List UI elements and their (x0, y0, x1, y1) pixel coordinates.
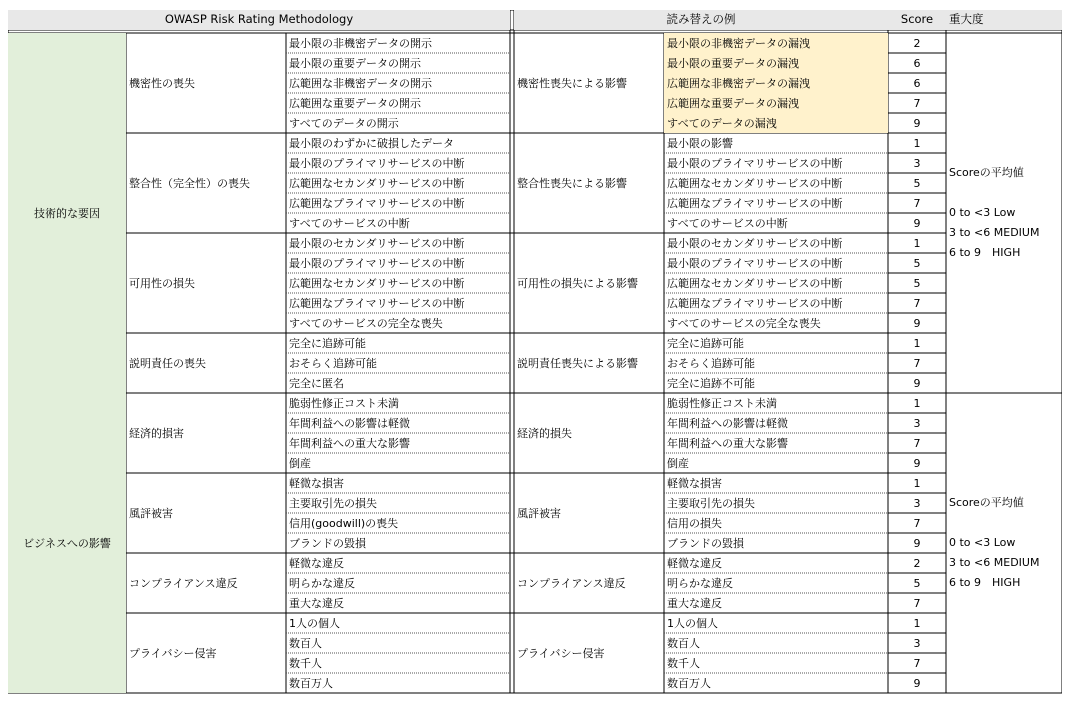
severity-line: 6 to 9 HIGH (949, 576, 1021, 589)
example-item: 広範囲なセカンダリサービスの中断 (667, 176, 843, 190)
score-value: 9 (913, 216, 921, 230)
example-item: 数百万人 (667, 676, 711, 690)
owasp-item: 広範囲なセカンダリサービスの中断 (289, 276, 465, 290)
owasp-item: 年間利益への重大な影響 (289, 436, 410, 450)
example-item: ブランドの毀損 (667, 536, 744, 550)
example-item: 脆弱性修正コスト未満 (667, 396, 777, 410)
example-item: 倒産 (667, 456, 689, 470)
example-item: 年間利益への重大な影響 (667, 436, 788, 450)
example-item: 最小限の非機密データの漏洩 (664, 33, 888, 53)
group-name: 技術的な要因 (8, 33, 126, 393)
example-item: 年間利益への影響は軽微 (667, 416, 788, 430)
score-value: 1 (913, 136, 921, 150)
owasp-item: 最小限のプライマリサービスの中断 (289, 156, 465, 170)
score-value: 9 (913, 376, 921, 390)
example-item: すべてのデータの漏洩 (664, 113, 888, 133)
owasp-item: 軽微な違反 (289, 556, 344, 570)
risk-rating-table (8, 10, 1062, 700)
severity-line: 0 to <3 Low (949, 206, 1016, 219)
owasp-item: すべてのサービスの中断 (289, 216, 410, 230)
category-name: プライバシー侵害 (129, 646, 217, 660)
category-name: 機密性の喪失 (129, 76, 195, 90)
category-example: 説明責任喪失による影響 (517, 356, 638, 370)
score-value: 1 (913, 336, 921, 350)
severity-line: 0 to <3 Low (949, 536, 1016, 549)
owasp-item: 最小限の非機密データの開示 (289, 36, 432, 50)
owasp-item: 数千人 (289, 656, 322, 670)
score-value: 7 (913, 356, 921, 370)
score-value: 7 (913, 516, 921, 530)
category-example: 整合性喪失による影響 (517, 176, 627, 190)
score-value: 7 (913, 596, 921, 610)
score-value: 9 (913, 676, 921, 690)
example-item: 1人の個人 (667, 616, 718, 630)
category-example: コンプライアンス違反 (517, 576, 626, 590)
category-name: 風評被害 (129, 506, 173, 520)
example-item: 明らかな違反 (667, 576, 733, 590)
category-name: コンプライアンス違反 (129, 576, 238, 590)
example-item: 重大な違反 (667, 596, 722, 610)
owasp-item: 数百万人 (289, 676, 333, 690)
category-name: 可用性の損失 (129, 276, 195, 290)
category-example: 可用性の損失による影響 (517, 276, 638, 290)
example-item: 数百人 (667, 636, 700, 650)
score-value: 5 (913, 176, 921, 190)
score-value: 5 (913, 276, 921, 290)
owasp-item: 信用(goodwill)の喪失 (289, 516, 399, 530)
owasp-item: 最小限のわずかに破損したデータ (289, 136, 454, 150)
example-item: 広範囲な非機密データの漏洩 (664, 73, 888, 93)
header-severity: 重大度 (946, 10, 1062, 30)
owasp-item: 最小限のプライマリサービスの中断 (289, 256, 465, 270)
score-value: 5 (913, 256, 921, 270)
owasp-item: おそらく追跡可能 (289, 356, 377, 370)
owasp-item: 完全に匿名 (289, 376, 344, 390)
owasp-item: 完全に追跡可能 (289, 336, 366, 350)
owasp-item: ブランドの毀損 (289, 536, 366, 550)
owasp-item: 数百人 (289, 636, 322, 650)
severity-line: 3 to <6 MEDIUM (949, 556, 1040, 569)
severity-line: 3 to <6 MEDIUM (949, 226, 1040, 239)
owasp-item: 軽微な損害 (289, 476, 344, 490)
owasp-item: 主要取引先の損失 (289, 496, 377, 510)
score-value: 2 (913, 36, 921, 50)
score-value: 1 (913, 236, 921, 250)
severity-legend (946, 393, 1062, 693)
owasp-item: 広範囲な重要データの開示 (289, 96, 421, 110)
example-item: 広範囲なセカンダリサービスの中断 (667, 276, 843, 290)
owasp-item: 広範囲な非機密データの開示 (289, 76, 432, 90)
score-value: 7 (913, 196, 921, 210)
example-item: 最小限のプライマリサービスの中断 (667, 256, 843, 270)
owasp-item: 明らかな違反 (289, 576, 355, 590)
owasp-item: 倒産 (289, 456, 311, 470)
category-example: 経済的損失 (517, 426, 572, 440)
example-item: 最小限のプライマリサービスの中断 (667, 156, 843, 170)
owasp-item: すべてのデータの開示 (289, 116, 399, 130)
group-name: ビジネスへの影響 (8, 393, 126, 693)
category-example: 機密性喪失による影響 (517, 76, 627, 90)
example-item: 広範囲なプライマリサービスの中断 (667, 296, 843, 310)
category-example: プライバシー侵害 (517, 646, 605, 660)
owasp-item: 広範囲なプライマリサービスの中断 (289, 296, 465, 310)
score-value: 7 (913, 96, 921, 110)
example-item: 最小限の影響 (667, 136, 733, 150)
score-value: 6 (913, 56, 921, 70)
category-name: 整合性（完全性）の喪失 (129, 176, 250, 190)
score-value: 3 (913, 156, 921, 170)
example-item: 広範囲なプライマリサービスの中断 (667, 196, 843, 210)
category-name: 説明責任の喪失 (129, 356, 206, 370)
score-value: 2 (913, 556, 921, 570)
score-value: 7 (913, 436, 921, 450)
example-item: 完全に追跡不可能 (667, 376, 755, 390)
severity-line: Scoreの平均値 (949, 496, 1024, 509)
score-value: 5 (913, 576, 921, 590)
owasp-item: 年間利益への影響は軽微 (289, 416, 410, 430)
severity-line: 6 to 9 HIGH (949, 246, 1021, 259)
score-value: 3 (913, 496, 921, 510)
score-value: 6 (913, 76, 921, 90)
example-item: 軽微な損害 (667, 476, 722, 490)
severity-line: Scoreの平均値 (949, 166, 1024, 179)
example-item: すべてのサービスの中断 (667, 216, 788, 230)
score-value: 1 (913, 396, 921, 410)
owasp-item: 最小限の重要データの開示 (289, 56, 421, 70)
example-item: 軽微な違反 (667, 556, 722, 570)
score-value: 9 (913, 116, 921, 130)
owasp-item: 脆弱性修正コスト未満 (289, 396, 399, 410)
example-item: おそらく追跡可能 (667, 356, 755, 370)
score-value: 7 (913, 656, 921, 670)
example-item: 最小限の重要データの漏洩 (664, 53, 888, 73)
example-item: 完全に追跡可能 (667, 336, 744, 350)
score-value: 9 (913, 456, 921, 470)
owasp-item: 1人の個人 (289, 616, 340, 630)
score-value: 9 (913, 536, 921, 550)
example-item: 広範囲な重要データの漏洩 (664, 93, 888, 113)
score-value: 3 (913, 416, 921, 430)
example-item: すべてのサービスの完全な喪失 (667, 316, 821, 330)
severity-legend (946, 33, 1062, 393)
example-item: 主要取引先の損失 (667, 496, 755, 510)
header-score: Score (888, 10, 946, 30)
header-example: 読み替えの例 (514, 10, 888, 30)
owasp-item: 広範囲なプライマリサービスの中断 (289, 196, 465, 210)
example-item: 信用の損失 (667, 516, 722, 530)
score-value: 7 (913, 296, 921, 310)
score-value: 9 (913, 316, 921, 330)
score-value: 1 (913, 476, 921, 490)
example-item: 数千人 (667, 656, 700, 670)
owasp-item: 重大な違反 (289, 596, 344, 610)
score-value: 1 (913, 616, 921, 630)
owasp-item: すべてのサービスの完全な喪失 (289, 316, 443, 330)
owasp-item: 最小限のセカンダリサービスの中断 (289, 236, 465, 250)
category-name: 経済的損害 (129, 426, 184, 440)
header-owasp: OWASP Risk Rating Methodology (8, 10, 510, 30)
score-value: 3 (913, 636, 921, 650)
example-item: 最小限のセカンダリサービスの中断 (667, 236, 843, 250)
category-example: 風評被害 (517, 506, 561, 520)
owasp-item: 広範囲なセカンダリサービスの中断 (289, 176, 465, 190)
